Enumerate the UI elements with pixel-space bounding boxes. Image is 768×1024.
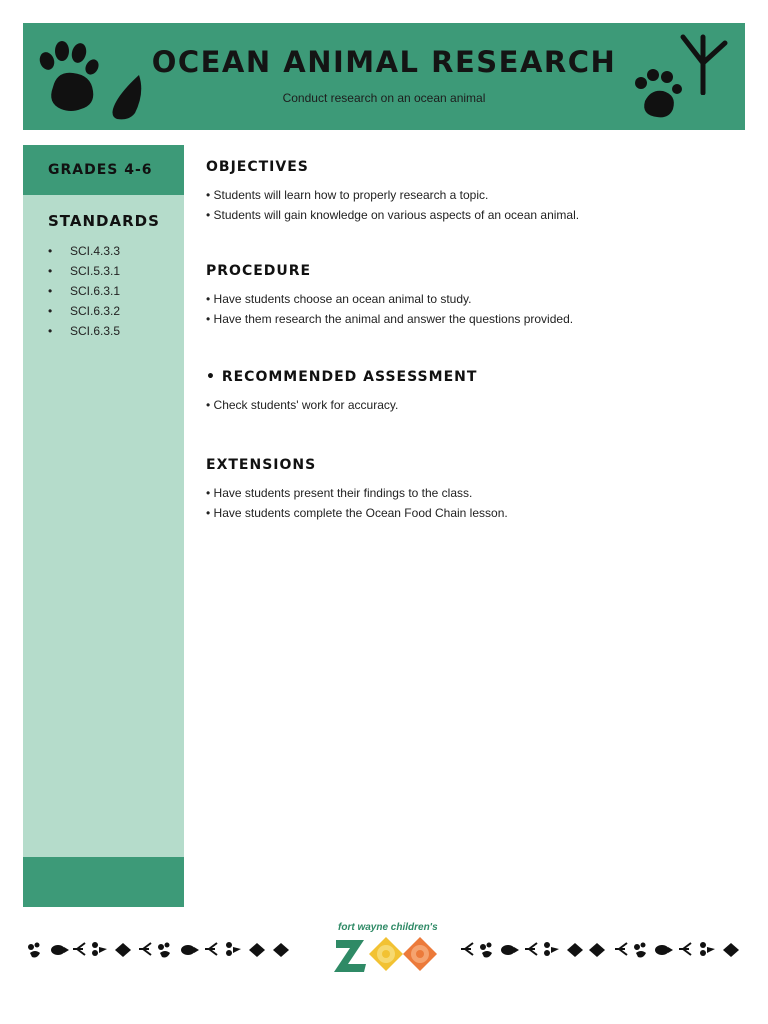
list-item: • SCI.6.3.1 [48,284,121,298]
grade-label: GRADES 4-6 [48,162,153,178]
grade-box [23,145,184,195]
list-item: • SCI.4.3.3 [48,244,121,258]
page-subtitle: Conduct research on an ocean animal [282,91,486,105]
section-heading: OBJECTIVES [206,159,309,175]
section-heading: EXTENSIONS [206,457,317,473]
assessment-section [206,369,726,415]
list-item: • Have students choose an ocean animal to study. [206,292,472,306]
section-heading: • RECOMMENDED ASSESSMENT [206,369,478,385]
list-item: • SCI.5.3.1 [48,264,121,278]
list-item: • Have students complete the Ocean Food Chain lesson. [206,506,508,520]
sidebar [23,145,184,907]
page-title: OCEAN ANIMAL RESEARCH [151,45,617,79]
procedure-section [206,263,726,329]
list-item: • Check students' work for accuracy. [206,398,399,412]
list-item: • Have them research the animal and answer the questions provided. [206,312,574,326]
extensions-section [206,457,726,523]
sidebar-footer-box [23,857,184,907]
paw-print-icon [631,69,687,121]
standards-title: STANDARDS [48,212,160,230]
zoo-logo [334,922,442,974]
section-heading: PROCEDURE [206,263,312,279]
standards-list [48,241,120,341]
header-banner [23,23,745,130]
list-item: • SCI.6.3.5 [48,324,121,338]
list-item: • Students will gain knowledge on various aspects of an ocean animal. [206,208,580,222]
zoo-logo-mark [334,934,442,974]
list-item: • Have students present their findings to the class. [206,486,473,500]
objectives-section [206,159,726,225]
list-item: • SCI.6.3.2 [48,304,121,318]
list-item: • Students will learn how to properly research a topic. [206,188,489,202]
logo-top-text: fort wayne children's [338,922,438,933]
